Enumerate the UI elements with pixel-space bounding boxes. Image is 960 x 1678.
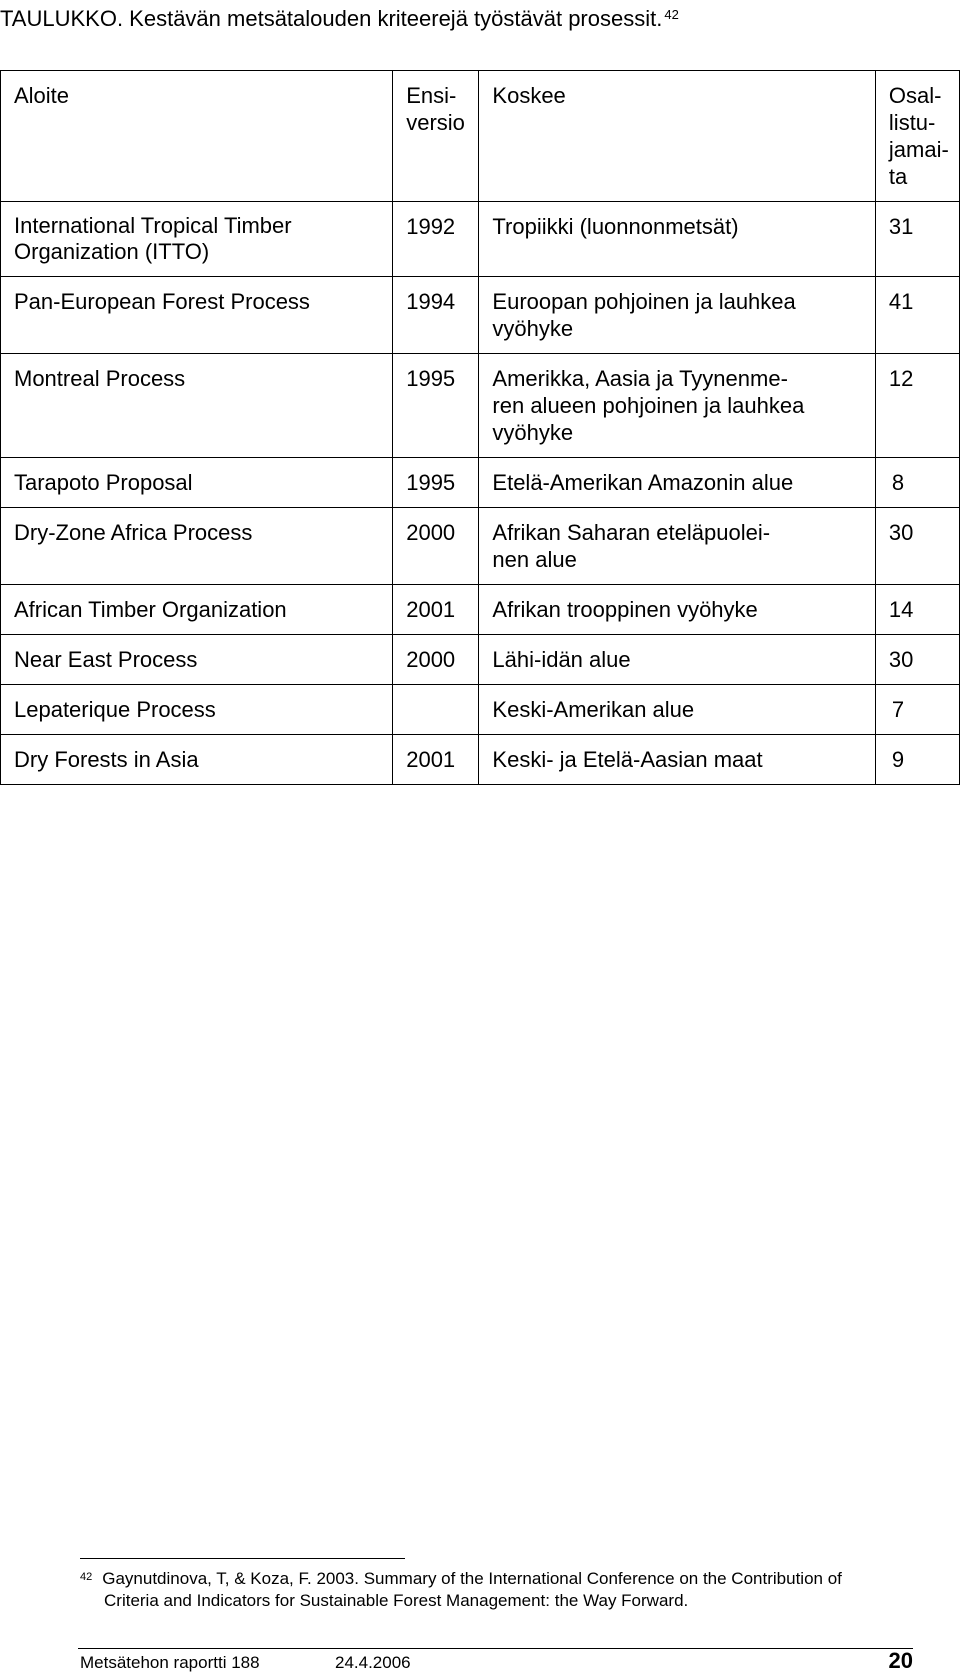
header-koskee: Koskee [479,71,876,202]
cell-koskee: Tropiikki (luonnonmetsät) [479,202,876,277]
cell-aloite: International Tropical Timber Organization (ITTO) [1,202,393,277]
table-caption [0,6,679,32]
cell-aloite: Montreal Process [1,354,393,458]
caption-text: TAULUKKO. Kestävän metsätalouden kriteerejä työstävät prosessit. [0,6,663,31]
footnote-line-1: Gaynutdinova, T, & Koza, F. 2003. Summary of the International Conference on the Contribution of [102,1569,842,1588]
cell-aloite: Near East Process [1,635,393,685]
cell-osallistujamaita: 41 [875,277,959,354]
criteria-process-table [0,70,960,785]
header-ensiversio: Ensi- versio [393,71,479,202]
cell-ensiversio: 1992 [393,202,479,277]
footer-report-name: Metsätehon raportti 188 [80,1653,260,1672]
table-row [1,685,960,735]
table-row [1,635,960,685]
cell-ensiversio: 2001 [393,585,479,635]
cell-koskee: Euroopan pohjoinen ja lauhkea vyöhyke [479,277,876,354]
cell-koskee: Afrikan trooppinen vyöhyke [479,585,876,635]
header-aloite: Aloite [1,71,393,202]
footnote-mark: 42 [80,1571,93,1583]
page-number: 20 [888,1648,913,1673]
table-header-row [1,71,960,202]
table-row [1,458,960,508]
cell-osallistujamaita: 31 [875,202,959,277]
cell-koskee: Lähi-idän alue [479,635,876,685]
cell-aloite: Pan-European Forest Process [1,277,393,354]
cell-koskee: Amerikka, Aasia ja Tyynenme- ren alueen pohjoinen ja lauhkea vyöhyke [479,354,876,458]
cell-ensiversio: 2000 [393,635,479,685]
cell-ensiversio: 2000 [393,508,479,585]
cell-koskee: Etelä-Amerikan Amazonin alue [479,458,876,508]
cell-aloite: African Timber Organization [1,585,393,635]
cell-koskee: Keski- ja Etelä-Aasian maat [479,735,876,785]
cell-ensiversio [393,685,479,735]
cell-osallistujamaita: 12 [875,354,959,458]
footnote-divider [80,1558,405,1559]
table-row [1,354,960,458]
table-row [1,202,960,277]
footnote-line-2: Criteria and Indicators for Sustainable Forest Management: the Way Forward. [104,1591,689,1610]
cell-osallistujamaita: 9 [875,735,959,785]
table-row [1,585,960,635]
cell-ensiversio: 1994 [393,277,479,354]
cell-ensiversio: 2001 [393,735,479,785]
cell-osallistujamaita: 30 [875,508,959,585]
cell-aloite: Dry-Zone Africa Process [1,508,393,585]
cell-koskee: Keski-Amerikan alue [479,685,876,735]
table-row [1,735,960,785]
cell-osallistujamaita: 14 [875,585,959,635]
cell-koskee: Afrikan Saharan eteläpuolei- nen alue [479,508,876,585]
table-row [1,277,960,354]
cell-aloite: Dry Forests in Asia [1,735,393,785]
cell-osallistujamaita: 30 [875,635,959,685]
cell-osallistujamaita: 8 [875,458,959,508]
cell-ensiversio: 1995 [393,458,479,508]
footnote [80,1568,940,1612]
header-osallistujamaita: Osal- listu- jamai- ta [875,71,959,202]
footer-date: 24.4.2006 [335,1653,411,1672]
caption-footnote-ref[interactable]: 42 [664,7,679,22]
cell-ensiversio: 1995 [393,354,479,458]
footer-divider [78,1648,913,1649]
cell-aloite: Lepaterique Process [1,685,393,735]
table-row [1,508,960,585]
cell-aloite: Tarapoto Proposal [1,458,393,508]
cell-osallistujamaita: 7 [875,685,959,735]
